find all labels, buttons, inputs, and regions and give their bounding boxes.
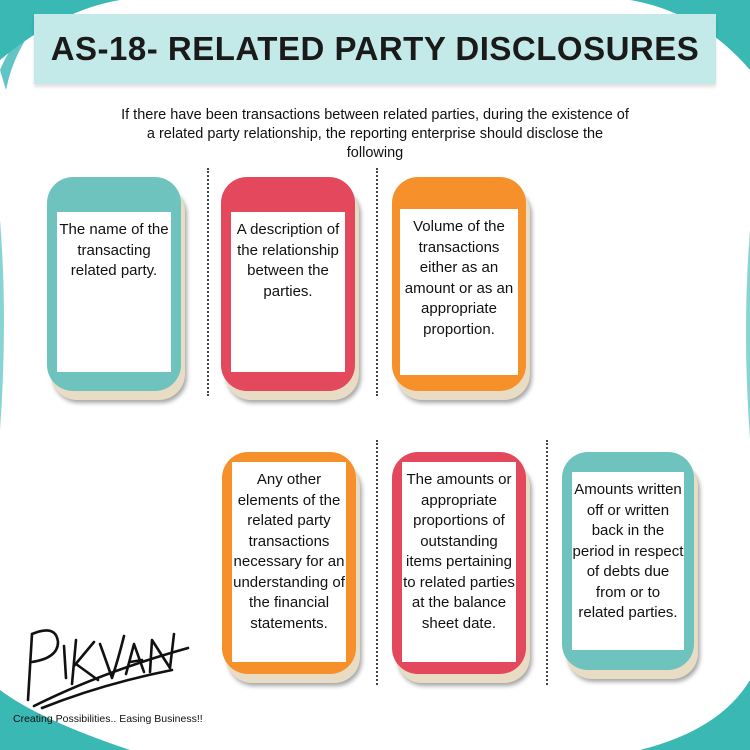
disclosure-card-3 bbox=[392, 177, 526, 391]
divider-1 bbox=[207, 168, 209, 396]
disclosure-card-5 bbox=[392, 452, 526, 674]
card-panel bbox=[231, 212, 345, 372]
card-panel bbox=[402, 462, 516, 662]
divider-4 bbox=[546, 440, 548, 685]
card-panel bbox=[232, 462, 346, 662]
tagline: Creating Possibilities.. Easing Business!! bbox=[13, 713, 203, 725]
card-text: Volume of the transactions either as an amount or as an appropriate proportion. bbox=[404, 218, 514, 338]
disclosure-card-4 bbox=[222, 452, 356, 674]
page-title: AS-18- RELATED PARTY DISCLOSURES bbox=[50, 30, 700, 67]
disclosure-card-6 bbox=[562, 452, 694, 670]
pikvan-signature-logo bbox=[12, 614, 202, 714]
intro-text: If there have been transactions between related parties, during the existence of a related party relationship, the reporting enterprise should disclose the following bbox=[121, 107, 629, 161]
card-panel bbox=[400, 209, 518, 375]
card-text: The name of the transacting related party. bbox=[59, 221, 169, 279]
card-text: Any other elements of the related party transactions necessary for an understanding of the financial statements. bbox=[233, 471, 345, 632]
divider-2 bbox=[376, 168, 378, 396]
disclosure-card-1 bbox=[47, 177, 181, 391]
card-panel bbox=[57, 212, 171, 372]
card-text: Amounts written off or written back in the period in respect of debts due from or to related parties. bbox=[572, 481, 684, 621]
divider-3 bbox=[376, 440, 378, 685]
card-text: A description of the relationship between the parties. bbox=[236, 221, 340, 300]
card-text: The amounts or appropriate proportions of outstanding items pertaining to related parties at the balance sheet date. bbox=[403, 471, 515, 632]
title-banner bbox=[34, 14, 716, 84]
card-panel bbox=[572, 472, 684, 650]
disclosure-card-2 bbox=[221, 177, 355, 391]
